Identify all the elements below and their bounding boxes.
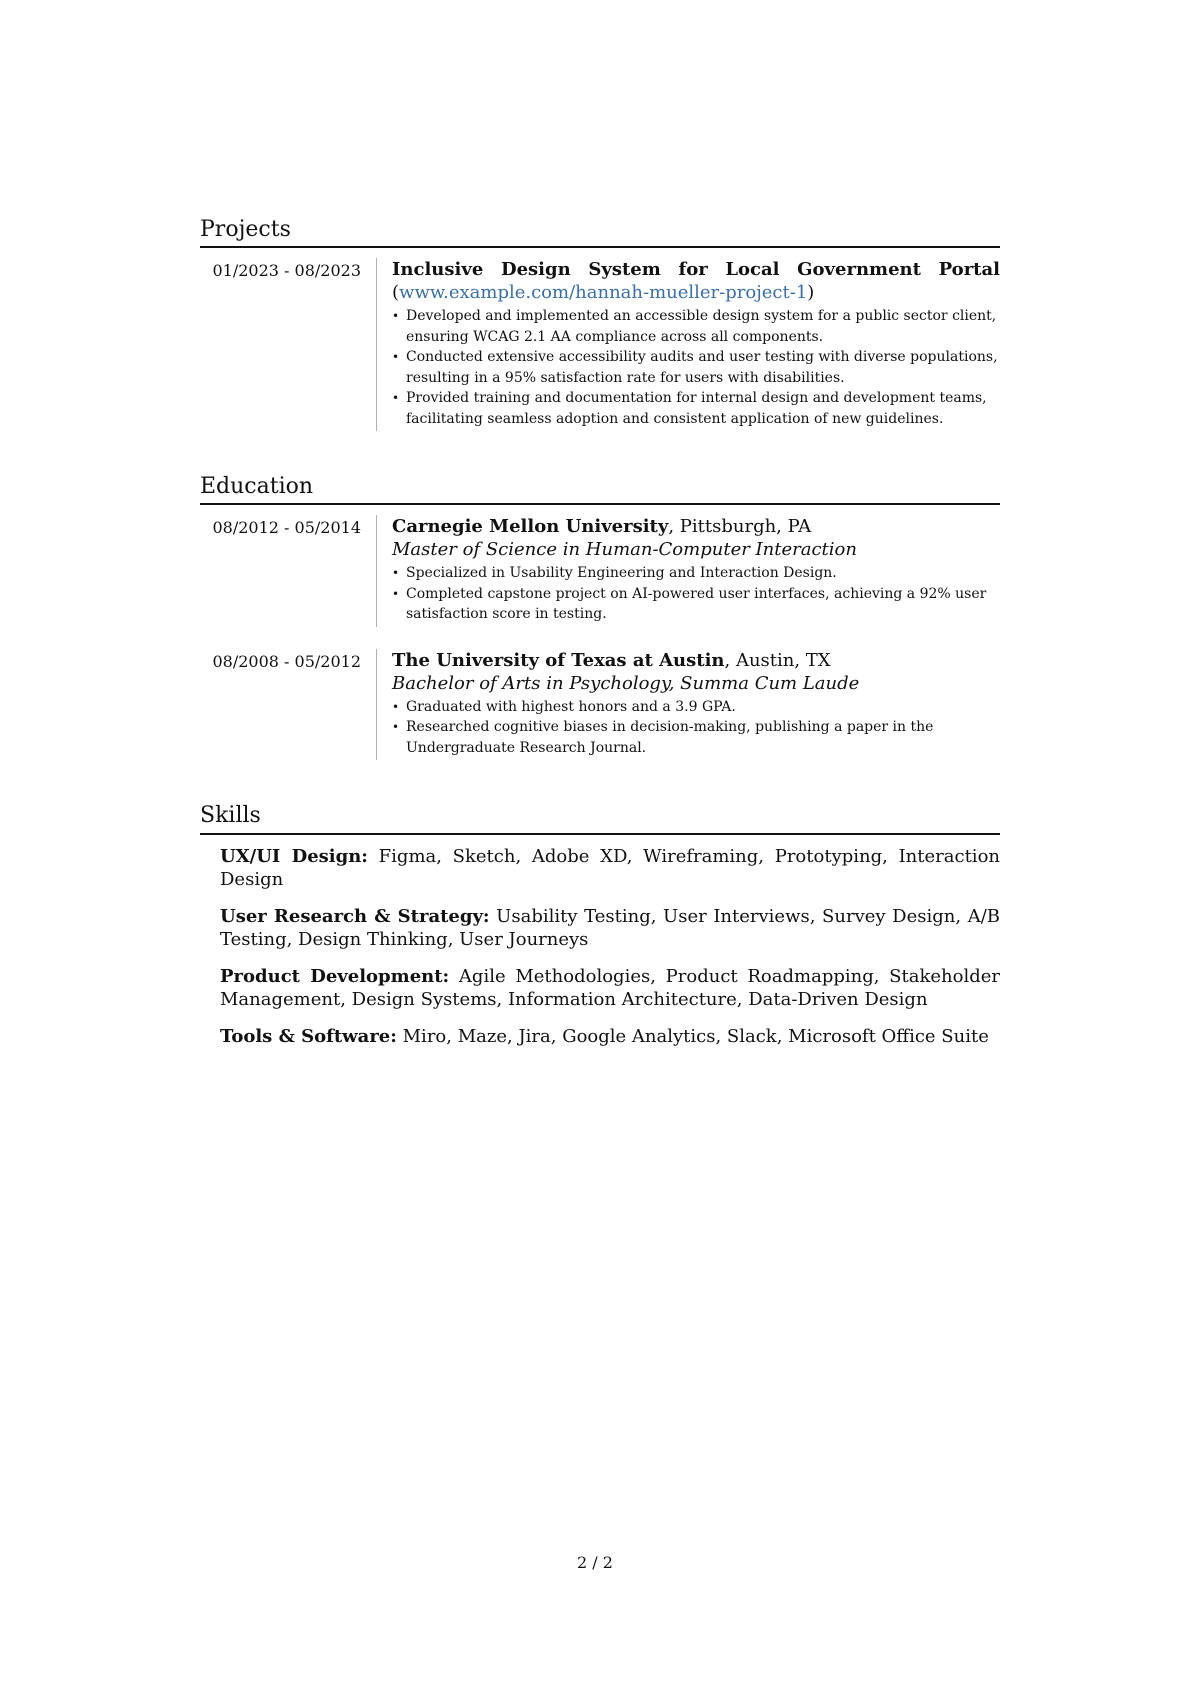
- project-link[interactable]: www.example.com/hannah-mueller-project-1: [399, 282, 808, 304]
- skill-label: Tools & Software:: [220, 1025, 397, 1047]
- entry-date: 01/2023 - 08/2023: [212, 261, 361, 281]
- list-item: • Researched cognitive biases in decision-making, publishing a paper in the Undergraduate Research Journal.: [392, 717, 1000, 758]
- degree: Bachelor of Arts in Psychology, Summa Cum Laude: [392, 672, 860, 694]
- skill-label: UX/UI Design:: [220, 845, 368, 867]
- project-link-line: (www.example.com/hannah-mueller-project-1): [392, 282, 815, 304]
- education-section: [200, 475, 1000, 760]
- page-number: 2 / 2: [577, 1553, 613, 1572]
- education-entry: [200, 515, 1000, 627]
- skill-items: Miro, Maze, Jira, Google Analytics, Slack, Microsoft Office Suite: [396, 1025, 989, 1047]
- skill-items: Agile Methodologies, Product Roadmapping, Stakeholder Management, Design Systems, Information Architecture, Data-Driven Design: [220, 965, 1001, 1010]
- degree: Master of Science in Human-Computer Interaction: [392, 539, 857, 561]
- section-title-education: Education: [200, 475, 1000, 505]
- list-item: • Specialized in Usability Engineering and Interaction Design.: [392, 563, 1000, 584]
- project-name: Inclusive Design System for Local Government Portal: [392, 259, 1000, 281]
- education-bullets: [392, 697, 1000, 759]
- education-bullets: [392, 563, 1000, 625]
- institution-line: [392, 649, 1000, 672]
- list-item: • Graduated with highest honors and a 3.9 GPA.: [392, 697, 1000, 718]
- section-title-skills: Skills: [200, 804, 1000, 834]
- entry-date: 08/2012 - 05/2014: [212, 518, 361, 538]
- skill-row: [220, 845, 1000, 891]
- education-entry: [200, 649, 1000, 761]
- entry-body: [376, 515, 1000, 627]
- entry-body: [376, 258, 1000, 431]
- institution-name: Carnegie Mellon University: [392, 516, 669, 538]
- list-item: • Developed and implemented an accessible design system for a public sector client, ensuring WCAG 2.1 AA compliance across all components.: [392, 306, 1000, 347]
- institution-location: , Austin, TX: [724, 649, 831, 671]
- institution-line: [392, 515, 1000, 538]
- skill-items: Figma, Sketch, Adobe XD, Wireframing, Prototyping, Interaction Design: [220, 845, 1000, 890]
- section-title-projects: Projects: [200, 218, 1000, 248]
- skill-label: User Research & Strategy:: [220, 905, 490, 927]
- project-bullets: [392, 306, 1000, 429]
- institution-name: The University of Texas at Austin: [392, 649, 725, 671]
- project-title: [392, 258, 1000, 281]
- projects-section: [200, 218, 1000, 431]
- list-item: • Provided training and documentation for internal design and development teams, facilitating seamless adoption and consistent application of new guidelines.: [392, 388, 1000, 429]
- skill-items: Usability Testing, User Interviews, Survey Design, A/B Testing, Design Thinking, User Journeys: [220, 905, 1000, 950]
- skill-row: [220, 905, 1000, 951]
- skill-row: [220, 965, 1000, 1011]
- institution-location: , Pittsburgh, PA: [668, 516, 812, 538]
- resume-page: [200, 218, 1000, 1092]
- skill-row: [220, 1025, 1000, 1048]
- skills-section: [200, 804, 1000, 1047]
- list-item: • Conducted extensive accessibility audits and user testing with diverse populations, resulting in a 95% satisfaction rate for users with disabilities.: [392, 347, 1000, 388]
- project-entry: [200, 258, 1000, 431]
- skills-list: [200, 845, 1000, 1048]
- list-item: • Completed capstone project on AI-powered user interfaces, achieving a 92% user satisfaction score in testing.: [392, 584, 1000, 625]
- entry-date: 08/2008 - 05/2012: [212, 651, 361, 671]
- skill-label: Product Development:: [220, 965, 450, 987]
- entry-body: [376, 649, 1000, 761]
